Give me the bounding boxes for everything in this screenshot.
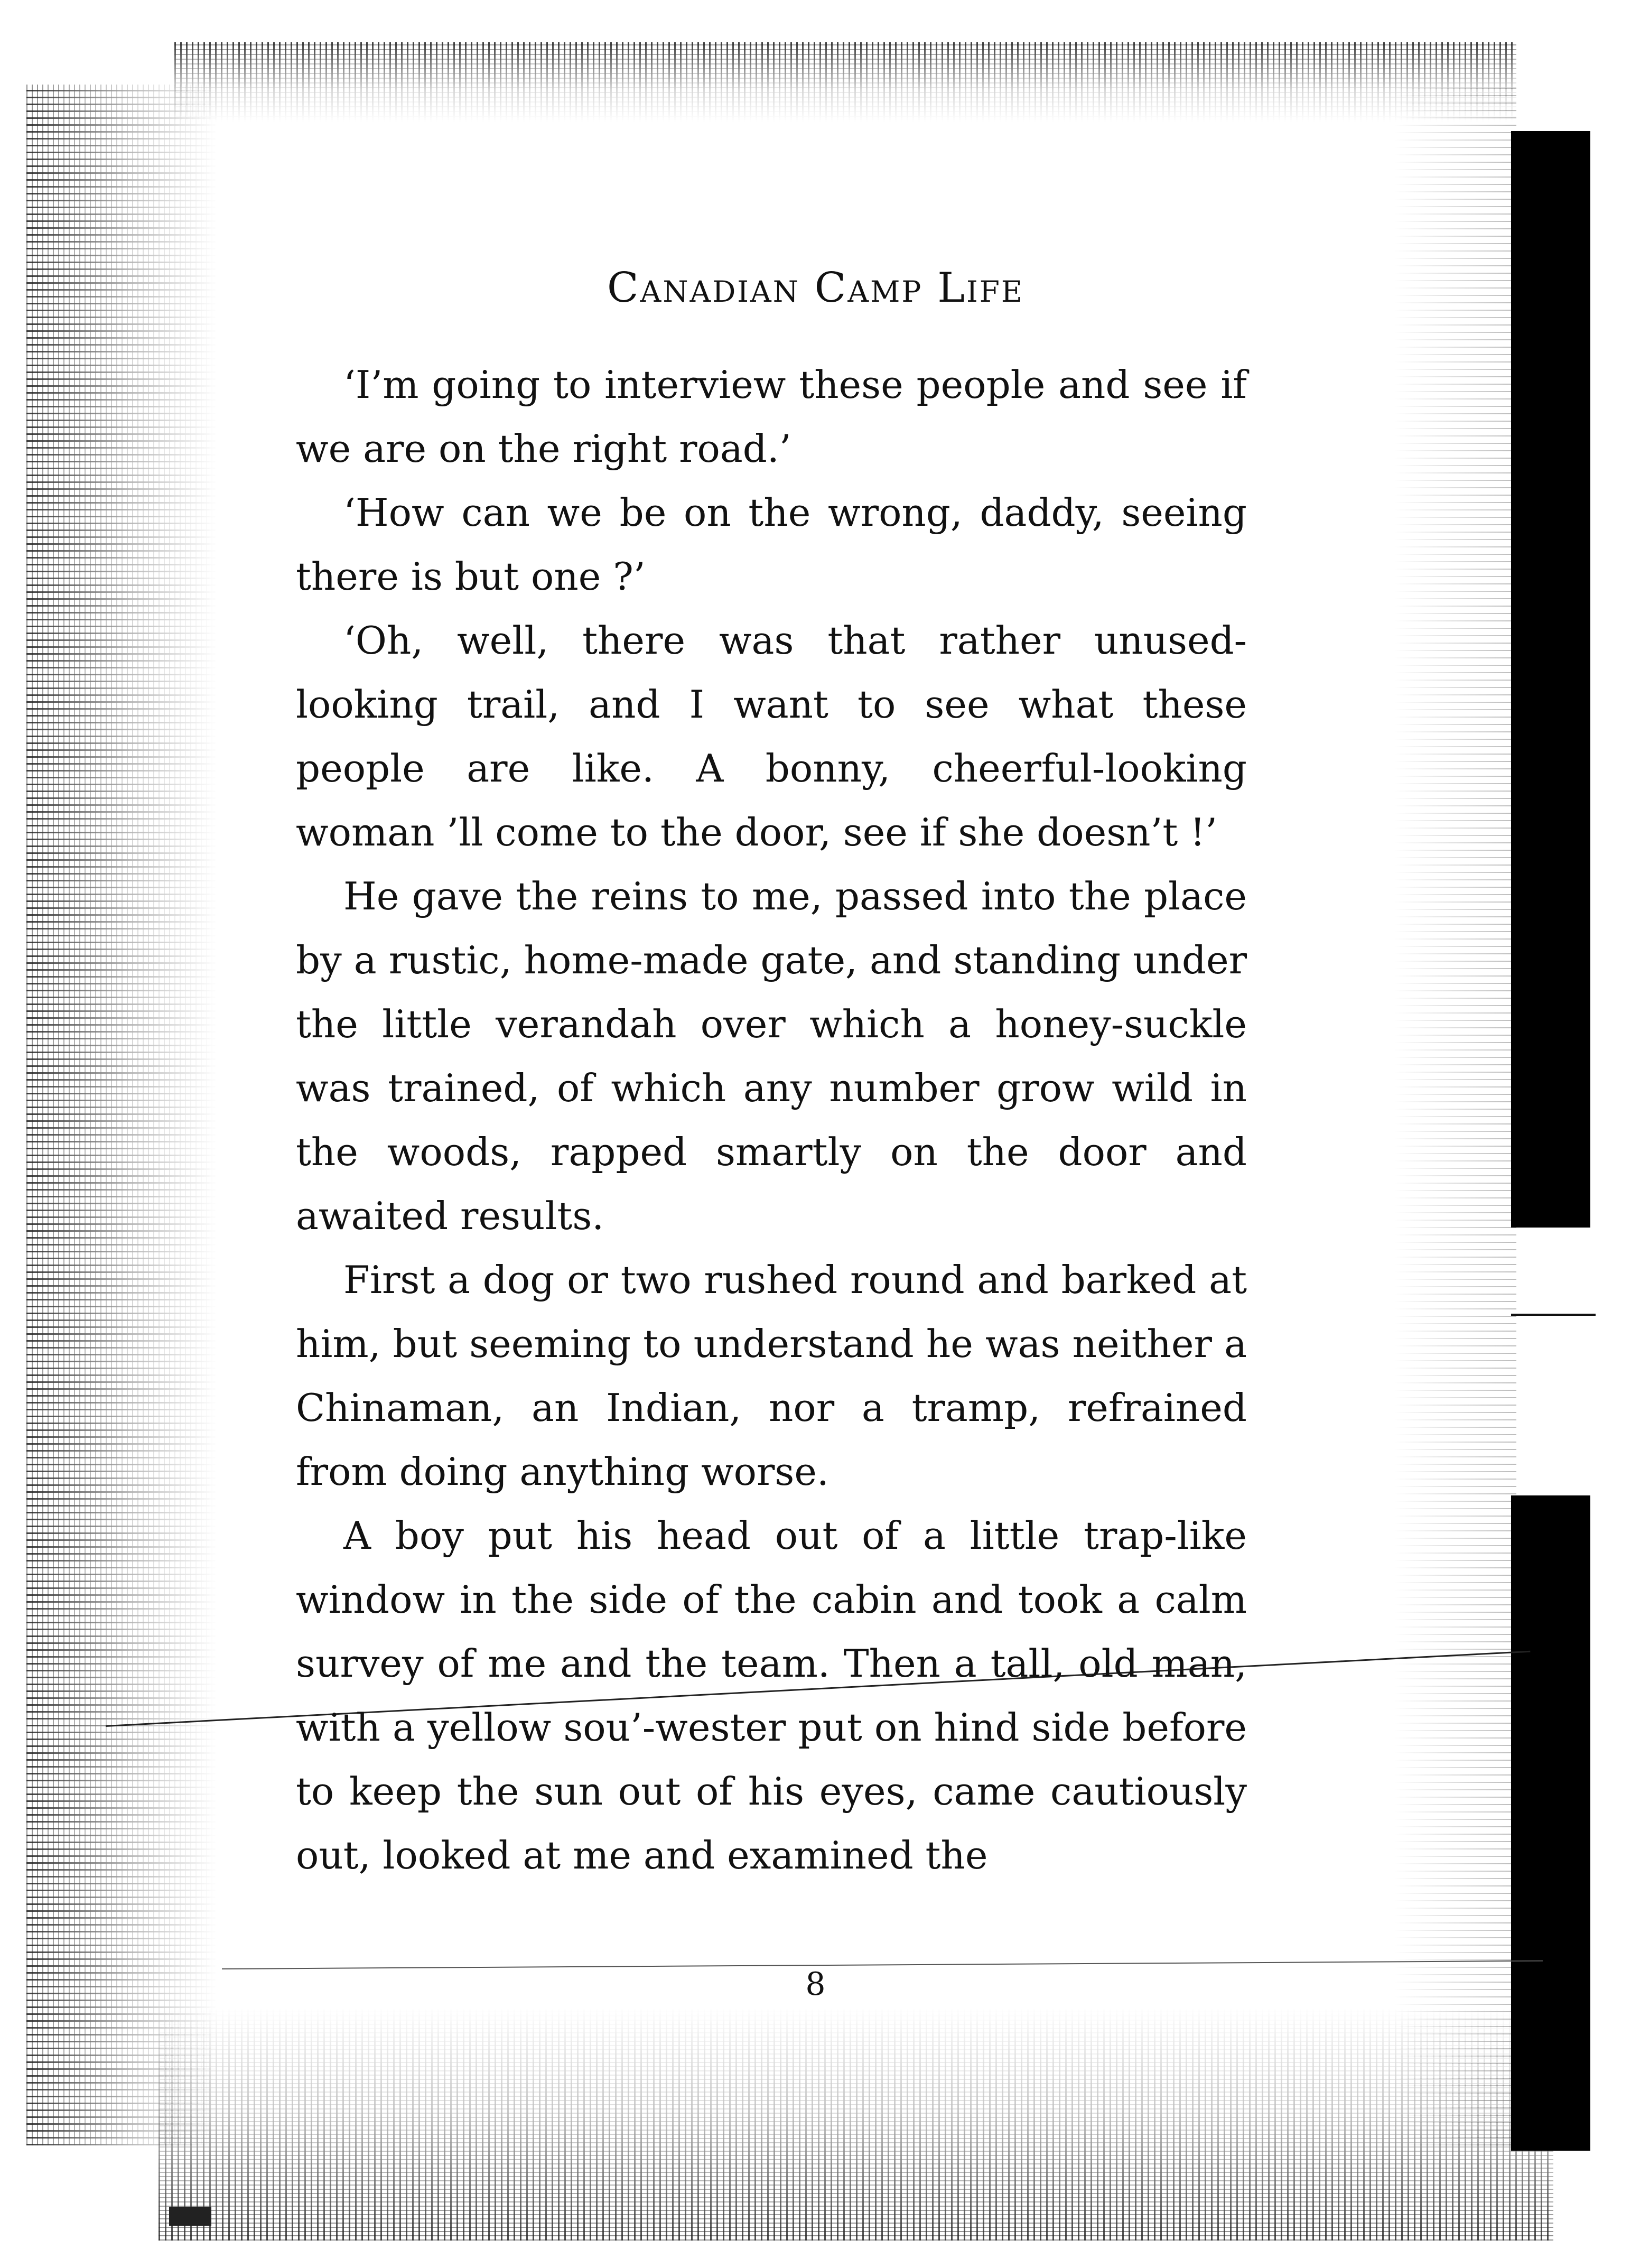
scan-noise-left (26, 85, 217, 2145)
scan-noise-bottom (159, 2008, 1553, 2241)
paragraph: A boy put his head out of a little trap-like window in the side of the cabin and took a calm survey of me and the team. Then a tall, old man, with a yellow sou’-wester put on hind side before to keep the sun out of his eyes, came cautiously out, looked at me and examined the (296, 1513, 1247, 1877)
paragraph: First a dog or two rushed round and barked at him, but seeming to understand he was neither a Chinaman, an Indian, nor a tramp, refrained from doing anything worse. (296, 1258, 1247, 1494)
body-text (296, 353, 1247, 1888)
running-header: Canadian Camp Life (607, 264, 1024, 312)
scan-noise-top (174, 42, 1516, 122)
paragraph: ‘I’m going to interview these people and see if we are on the right road.’ (296, 362, 1247, 471)
page-number: 8 (805, 1966, 826, 2003)
paragraph: ‘Oh, well, there was that rather unused-looking trail, and I want to see what these people are like. A bonny, cheerful-looking woman ’ll come to the door, see if she doesn’t !’ (296, 618, 1247, 854)
paragraph: He gave the reins to me, passed into the place by a rustic, home-made gate, and standing under the little verandah over which a honey-suckle was trained, of which any number grow wild in the woods, rapped smartly on the door and awaited results. (296, 874, 1247, 1238)
paragraph: ‘How can we be on the wrong, daddy, seeing there is but one ?’ (296, 490, 1247, 599)
scan-edge-rule (1511, 1314, 1596, 1316)
scan-black-bar-lower (1511, 1495, 1590, 2151)
scan-smear (169, 2207, 211, 2226)
scan-noise-right (1395, 85, 1516, 2145)
